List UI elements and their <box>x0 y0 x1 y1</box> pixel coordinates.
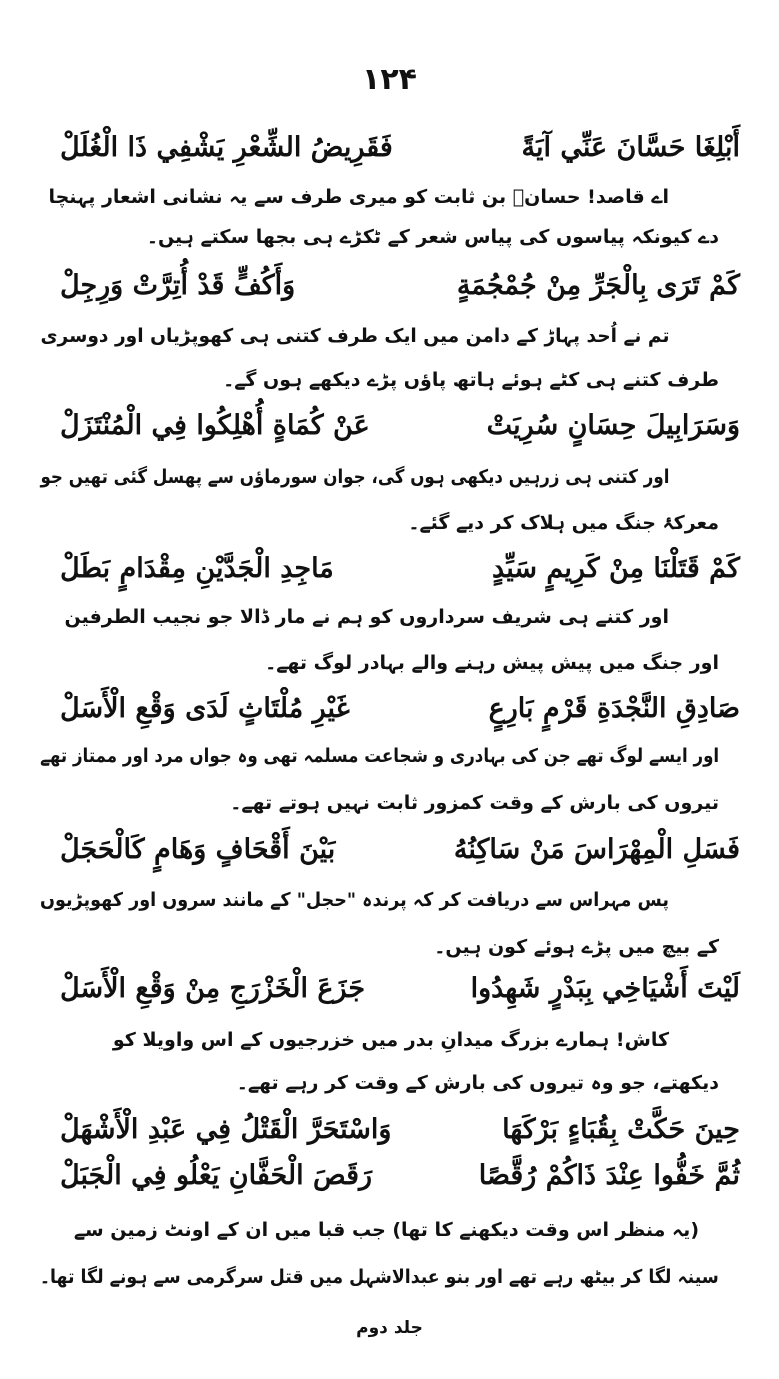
verse-hemistich-second: مَاجِدِ الْجَدَّيْنِ مِقْدَامٍ بَطَلْ <box>60 553 334 584</box>
verse-hemistich-second: فَقَرِيضُ الشِّعْرِ يَشْفِي ذَا الْغُلَلْ <box>60 132 393 163</box>
verse-hemistich-second: غَيْرِ مُلْتَاثٍ لَدَى وَقْعِ الْأَسَلْ <box>60 693 350 724</box>
verse-hemistich-second: عَنْ كُمَاةٍ أُهْلِكُوا فِي الْمُنْتَزَلْ <box>60 410 370 441</box>
verse-hemistich-first: أَبْلِغَا حَسَّانَ عَنِّي آيَةً <box>521 132 740 163</box>
translation-line: سینہ لگا کر بیٹھ رہے تھے اور بنو عبدالاشہل میں قتل سرگرمی سے ہونے لگا تھا۔ <box>40 1266 719 1288</box>
page-number: ۱۲۴ <box>362 62 417 97</box>
verse-hemistich-first: كَمْ تَرَى بِالْجَرِّ مِنْ جُمْجُمَةٍ <box>456 270 740 301</box>
verse-hemistich-first: ثُمَّ خَفُّوا عِنْدَ ذَاكُمْ رُقَّصًا <box>478 1160 740 1191</box>
verse-couplet <box>60 132 740 174</box>
translation-line: اے قاصد! حسانؓ بن ثابت کو میری طرف سے یہ نشانی اشعار پہنچا <box>48 186 669 208</box>
verse-couplet <box>60 693 740 735</box>
verse-hemistich-second: جَزَعَ الْخَزْرَجِ مِنْ وَقْعِ الْأَسَلْ <box>60 973 366 1004</box>
translation-line: تیروں کی بارش کے وقت کمزور ثابت نہیں ہوتے تھے۔ <box>230 792 719 814</box>
translation-line: پس مہراس سے دریافت کر کہ پرندہ "حجل" کے مانند سروں اور کھوپڑیوں <box>40 889 669 911</box>
verse-hemistich-first: وَسَرَابِيلَ حِسَانٍ سُرِيَتْ <box>486 410 740 441</box>
verse-couplet <box>60 834 740 876</box>
verse-hemistich-second: وَاسْتَحَرَّ الْقَتْلُ فِي عَبْدِ الْأَشْهَلْ <box>60 1114 392 1145</box>
translation-line: معرکۂ جنگ میں ہلاک کر دیے گئے۔ <box>408 512 719 534</box>
translation-line: تم نے اُحد پہاڑ کے دامن میں ایک طرف کتنی ہی کھوپڑیاں اور دوسری <box>40 325 669 347</box>
translation-line: طرف کتنے ہی کٹے ہوئے ہاتھ پاؤں پڑے دیکھے ہوں گے۔ <box>223 369 719 391</box>
verse-hemistich-second: بَيْنَ أَقْحَافٍ وَهَامٍ كَالْحَجَلْ <box>60 834 336 865</box>
verse-hemistich-second: رَقَصَ الْحَفَّانِ يَعْلُو فِي الْجَبَلْ <box>60 1160 373 1191</box>
translation-line: دیکھتے، جو وہ تیروں کی بارش کے وقت کر رہے تھے۔ <box>236 1072 719 1094</box>
verse-couplet <box>60 270 740 312</box>
verse-couplet <box>60 1114 740 1156</box>
volume-footer: جلد دوم <box>356 1318 423 1338</box>
verse-hemistich-first: لَيْتَ أَشْيَاخِي بِبَدْرٍ شَهِدُوا <box>470 973 740 1004</box>
verse-hemistich-first: فَسَلِ الْمِهْرَاسَ مَنْ سَاكِنُهُ <box>453 834 740 865</box>
verse-hemistich-first: صَادِقِ النَّجْدَةِ قَرْمٍ بَارِعٍ <box>488 693 740 724</box>
verse-couplet <box>60 410 740 452</box>
verse-couplet <box>60 553 740 595</box>
verse-couplet <box>60 973 740 1015</box>
translation-line: اور کتنے ہی شریف سرداروں کو ہم نے مار ڈالا جو نجیب الطرفین <box>64 606 669 628</box>
verse-hemistich-first: حِينَ حَكَّتْ بِقُبَاءٍ بَرْكَهَا <box>502 1114 740 1145</box>
translation-line: کاش! ہمارے بزرگ میدانِ بدر میں خزرجیوں کے اس واویلا کو <box>112 1029 669 1051</box>
verse-couplet <box>60 1160 740 1202</box>
translation-line: کے بیچ میں پڑے ہوئے کون ہیں۔ <box>434 936 719 958</box>
translation-line: اور جنگ میں پیش پیش رہنے والے بہادر لوگ تھے۔ <box>265 652 719 674</box>
translation-line: دے کیونکہ پیاسوں کی پیاس شعر کے ٹکڑے ہی بجھا سکتے ہیں۔ <box>146 226 719 248</box>
verse-hemistich-second: وَأَكُفٍّ قَدْ أُتِرَّتْ وَرِجِلْ <box>60 270 296 301</box>
translation-line: (یہ منظر اس وقت دیکھنے کا تھا) جب قبا میں ان کے اونٹ زمین سے <box>73 1219 699 1241</box>
translation-line: اور کتنی ہی زرہیں دیکھی ہوں گی، جوان سورماؤں سے پھسل گئی تھیں جو <box>40 466 669 488</box>
translation-line: اور ایسے لوگ تھے جن کی بہادری و شجاعت مسلمہ تھی وہ جواں مرد اور ممتاز تھے <box>40 745 719 767</box>
verse-hemistich-first: كَمْ قَتَلْنَا مِنْ كَرِيمٍ سَيِّدٍ <box>492 553 740 584</box>
